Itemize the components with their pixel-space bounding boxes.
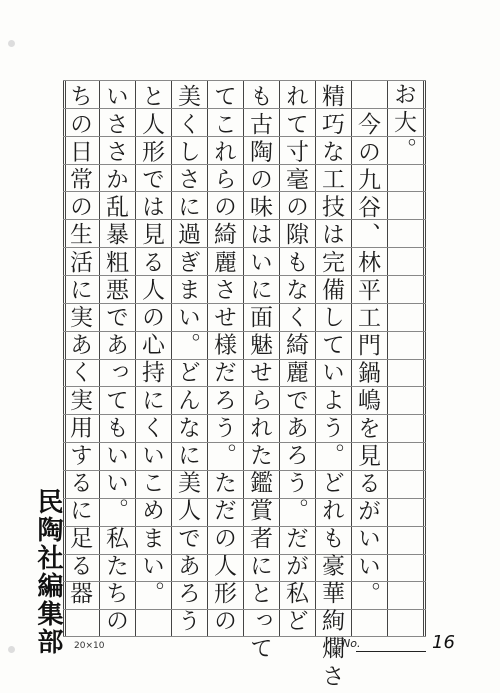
page-number-underline: [356, 651, 426, 652]
binder-hole: [8, 646, 15, 653]
binder-hole: [8, 40, 15, 47]
manuscript-column: 美くしさに過ぎまい。どんなに美人であろう: [174, 84, 200, 636]
grid-size-label: 20×10: [74, 641, 105, 651]
manuscript-column: と人形では見る人の心持にくいこめまい。: [138, 84, 164, 609]
editor-stamp: 民陶社編集部: [33, 488, 63, 656]
manuscript-column: 精巧な工技は完備していよう。どれも豪華絢爛さ: [318, 84, 344, 692]
manuscript-column: 今の九谷、林平工門鍋嶋を見るがいい。: [354, 112, 380, 609]
manuscript-column: いささか乱暴粗悪であってもいい。私たちの: [102, 84, 128, 636]
manuscript-column: てこれらの綺麗させ様だろう。ただの人形の: [210, 84, 236, 636]
grid-row-line: [63, 80, 426, 81]
page-number: 16: [432, 632, 455, 653]
manuscript-column: お大。: [390, 82, 416, 165]
page-number-label: No.: [342, 637, 361, 650]
manuscript-column: れて寸毫の隙もなく綺麗であろう。だが私ど: [282, 84, 308, 636]
manuscript-column: も古陶の味はいに面魅せられた鑑賞者にとって: [246, 84, 272, 664]
manuscript-column: ちの日常の生活に実あく実用するに足る器: [66, 84, 92, 609]
